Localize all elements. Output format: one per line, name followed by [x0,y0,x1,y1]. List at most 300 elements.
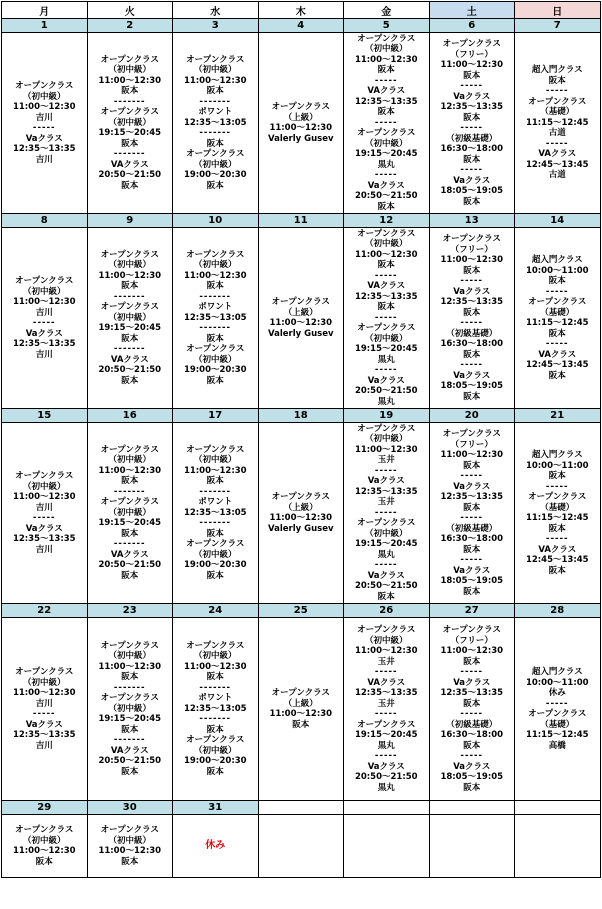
separator: ------- [113,344,146,355]
day-schedule-cell [2,618,88,801]
separator: ------- [199,682,232,693]
schedule-line: 20:50～21:50 [98,170,162,181]
date-number: 8 [2,214,88,228]
schedule-line: （初中級） [108,703,151,714]
schedule-line: 阪本 [463,740,481,751]
day-schedule-cell [87,228,173,409]
schedule-line: 11:00～12:30 [440,255,504,265]
schedule-line: 11:00～12:30 [269,123,333,133]
separator: ----- [374,667,398,677]
day-schedule-cell [173,423,259,604]
day-schedule-cell [515,423,601,604]
day-schedule-cell [344,228,430,409]
separator: ----- [545,286,569,297]
schedule-line: Vaクラス [25,133,63,144]
schedule-line: オープンクラス [186,444,245,455]
schedule-line: Vaクラス [367,761,405,772]
schedule-line: オープンクラス [186,54,245,65]
schedule-line: Vaクラス [453,761,491,772]
schedule-line: Vaクラス [25,719,63,730]
schedule-line: 吉川 [35,544,53,555]
schedule-line: 12:45～13:45 [525,360,589,370]
day-schedule-cell [258,33,344,214]
schedule-line: （初中級） [108,455,151,466]
schedule-line: オープンクラス [357,625,416,635]
schedule-line: 阪本 [121,476,139,487]
schedule-line: 阪本 [206,528,224,539]
schedule-line: オープンクラス [100,693,159,704]
schedule-line: 阪本 [121,856,139,867]
schedule-line: 阪本 [206,476,224,487]
schedule-line: オープンクラス [100,302,159,313]
schedule-line: 11:00～12:30 [98,846,162,856]
separator: ------- [113,539,146,550]
schedule-line: 12:35～13:35 [12,730,76,740]
schedule-line: 11:00～12:30 [354,444,418,455]
day-schedule-cell [344,815,430,878]
date-number-row [2,604,601,618]
date-number: 17 [173,409,259,423]
separator: ------- [113,735,146,746]
schedule-line: Vaクラス [367,570,405,581]
separator: ----- [545,534,569,544]
weekday-mon: 月 [2,2,88,19]
schedule-line: （初中級） [22,481,66,492]
separator: ----- [32,318,56,328]
date-number: 18 [258,409,344,423]
schedule-line: 阪本 [121,180,139,191]
date-number [429,801,515,815]
schedule-line: 阪本 [463,544,481,555]
separator: ----- [460,555,484,565]
schedule-line: 11:00～12:30 [440,450,504,460]
schedule-line: （初中級） [364,239,408,250]
schedule-line: （初中級） [108,260,151,271]
schedule-line: （フリー） [450,244,493,255]
schedule-line: （基礎） [540,107,575,118]
day-schedule-cell [258,618,344,801]
schedule-line: 11:00～12:30 [12,846,76,856]
schedule-line: （上級） [283,307,318,318]
schedule-line: 休み [548,688,566,698]
schedule-line: 阪本 [548,523,566,534]
weekday-fri: 金 [344,2,430,19]
schedule-line: 阪本 [206,724,224,735]
schedule-line: 12:35～13:05 [183,703,247,714]
schedule-line: オープンクラス [528,492,587,502]
schedule-line: オープンクラス [271,297,330,307]
schedule-line: 阪本 [463,196,481,207]
schedule-line: VAクラス [538,544,577,555]
day-schedule-cell [173,228,259,409]
schedule-line: 吉川 [35,740,53,751]
schedule-line: 阪本 [463,586,481,597]
separator: ----- [545,698,569,709]
schedule-line: 11:00～12:30 [269,318,333,328]
schedule-line: 19:15～20:45 [354,149,418,160]
separator: ----- [374,507,398,518]
schedule-line: Vaクラス [25,523,63,534]
schedule-line: ポワント [198,107,233,118]
separator: ----- [460,751,484,761]
separator: ----- [545,481,569,492]
schedule-line: 12:45～13:45 [525,159,589,170]
schedule-line: 黒丸 [377,354,395,365]
schedule-line: （初中級） [108,507,151,518]
schedule-line: （初中級） [193,651,237,662]
day-schedule-cell [344,423,430,604]
day-schedule-cell [2,423,88,604]
schedule-line: 阪本 [206,766,224,777]
schedule-line: オープンクラス [357,423,416,434]
schedule-line: 阪本 [463,307,481,318]
schedule-line: オープンクラス [186,344,245,355]
date-number [258,801,344,815]
day-schedule-cell [515,815,601,878]
schedule-line: 阪本 [463,698,481,709]
schedule-calendar [1,1,601,878]
schedule-line: 阪本 [463,460,481,471]
schedule-line: オープンクラス [528,709,587,719]
schedule-line: ポワント [198,302,233,313]
schedule-line: 12:35～13:05 [183,117,247,128]
schedule-line: 阪本 [121,528,139,539]
schedule-line: （初中級） [108,65,151,76]
schedule-line: 11:00～12:30 [183,270,247,281]
schedule-line: 10:00～11:00 [525,460,589,471]
schedule-line: 19:00～20:30 [183,365,247,376]
separator: ----- [374,560,398,571]
separator: ----- [460,513,484,523]
schedule-line: 11:00～12:30 [183,465,247,476]
schedule-line: 超入門クラス [531,667,583,677]
schedule-line: （フリー） [450,635,493,646]
weekday-tue: 火 [87,2,173,19]
day-schedule-cell [344,618,430,801]
date-number: 5 [344,19,430,33]
schedule-line: 20:50～21:50 [98,365,162,376]
schedule-line: 11:15～12:45 [525,730,589,740]
date-number: 14 [515,214,601,228]
schedule-line: 12:35～13:35 [354,688,418,698]
schedule-line: （初中級） [22,835,66,846]
schedule-line: （上級） [283,502,318,513]
schedule-line: 12:35～13:35 [440,297,504,307]
schedule-line: オープンクラス [15,667,74,677]
separator: ----- [374,751,398,761]
schedule-line: 11:00～12:30 [269,709,333,719]
schedule-line: オープンクラス [186,249,245,260]
schedule-line: （初中級） [364,44,408,55]
schedule-line: オープンクラス [186,149,245,160]
schedule-line: 12:35～13:35 [354,486,418,497]
separator: ----- [374,365,398,376]
schedule-line: ポワント [198,693,233,704]
schedule-line: 阪本 [548,471,566,481]
schedule-line: 吉川 [35,154,53,165]
schedule-line: 古道 [548,128,566,139]
schedule-line: 11:15～12:45 [525,513,589,523]
schedule-line: 吉川 [35,698,53,709]
separator: ------- [113,96,146,107]
date-number: 3 [173,19,259,33]
schedule-line: 11:00～12:30 [12,102,76,112]
schedule-line: 阪本 [377,591,395,602]
schedule-line: 11:00～12:30 [440,646,504,656]
schedule-line: Vaクラス [453,677,491,688]
schedule-line: 阪本 [206,86,224,97]
date-number: 30 [87,801,173,815]
schedule-line: 12:35～13:35 [12,339,76,349]
schedule-line: 阪本 [121,86,139,97]
date-number: 22 [2,604,88,618]
schedule-line: （初中級） [193,65,237,76]
schedule-line: 阪本 [463,70,481,81]
schedule-line: 11:00～12:30 [183,661,247,672]
schedule-line: （初中級） [364,528,408,539]
day-schedule-cell [2,815,88,878]
schedule-line: オープンクラス [186,735,245,746]
separator: ----- [460,81,484,91]
schedule-line: オープンクラス [186,539,245,550]
separator: ----- [460,318,484,328]
schedule-line: 阪本 [377,302,395,313]
schedule-line: オープンクラス [100,107,159,118]
schedule-line: 古道 [548,170,566,181]
schedule-line: 吉川 [35,307,53,318]
date-number: 10 [173,214,259,228]
date-number: 6 [429,19,515,33]
schedule-line: オープンクラス [100,825,159,835]
date-number: 25 [258,604,344,618]
schedule-line: 11:00～12:30 [98,465,162,476]
schedule-line: 阪本 [548,565,566,576]
schedule-line: VAクラス [110,354,149,365]
schedule-line: 阪本 [206,180,224,191]
schedule-line: 19:15～20:45 [98,323,162,334]
schedule-line: 11:00～12:30 [354,249,418,260]
day-schedule-cell [87,423,173,604]
schedule-line: （初中級） [193,549,237,560]
schedule-line: （初級基礎） [446,133,498,144]
separator: ----- [32,123,56,133]
schedule-line: VAクラス [538,149,577,160]
schedule-line: ポワント [198,497,233,508]
separator: ----- [374,312,398,323]
date-number [344,801,430,815]
separator: ------- [199,128,232,139]
separator: ------- [199,486,232,497]
schedule-line: 12:35～13:35 [440,102,504,112]
schedule-line: 阪本 [292,719,310,730]
schedule-line: （初級基礎） [446,719,498,730]
schedule-line: 12:45～13:45 [525,555,589,565]
schedule-line: 11:00～12:30 [354,54,418,65]
schedule-line: 12:35～13:35 [440,492,504,502]
schedule-line: 阪本 [121,724,139,735]
schedule-line: オープンクラス [100,54,159,65]
day-schedule-cell [87,33,173,214]
date-number: 15 [2,409,88,423]
date-number [515,801,601,815]
schedule-line: 阪本 [121,672,139,683]
schedule-line: Vaクラス [453,286,491,297]
schedule-line: （基礎） [540,719,575,730]
schedule-line: 阪本 [463,154,481,165]
schedule-line: VAクラス [538,349,577,360]
weekday-header-row [2,2,601,19]
schedule-line: （初中級） [193,455,237,466]
schedule-line: （初級基礎） [446,523,498,534]
separator: ----- [460,471,484,481]
schedule-line: 11:15～12:45 [525,117,589,128]
schedule-line: Vaクラス [367,375,405,386]
schedule-line: 16:30～18:00 [440,144,504,154]
schedule-line: （初中級） [22,91,66,102]
day-schedule-cell [429,815,515,878]
date-number: 23 [87,604,173,618]
separator: ----- [374,465,398,476]
day-schedule-cell [515,228,601,409]
schedule-line: 11:15～12:45 [525,318,589,328]
date-number-row [2,214,601,228]
schedule-line: 阪本 [463,349,481,360]
schedule-line: Vaクラス [453,175,491,186]
schedule-line: 阪本 [121,281,139,292]
separator: ----- [460,123,484,133]
schedule-line: 11:00～12:30 [12,492,76,502]
schedule-line: 阪本 [463,391,481,402]
schedule-line: オープンクラス [357,719,416,730]
date-number: 24 [173,604,259,618]
schedule-line: オープンクラス [442,625,501,635]
day-schedule-cell [87,815,173,878]
schedule-row [2,423,601,604]
schedule-line: オープンクラス [528,96,587,107]
date-number: 26 [344,604,430,618]
schedule-line: （初中級） [364,333,408,344]
schedule-line: 玉井 [377,656,395,667]
schedule-line: 11:00～12:30 [354,646,418,656]
schedule-line: オープンクラス [442,234,501,244]
schedule-line: Valerly Gusev [267,328,334,339]
schedule-line: （初中級） [193,354,237,365]
schedule-line: VAクラス [110,159,149,170]
separator: ------- [199,518,232,529]
separator: ----- [545,138,569,149]
weekday-thu: 木 [258,2,344,19]
schedule-line: 阪本 [377,260,395,271]
schedule-line: 11:00～12:30 [12,688,76,698]
schedule-line: 超入門クラス [531,255,583,265]
schedule-line: 玉井 [377,698,395,709]
schedule-line: Vaクラス [453,370,491,381]
schedule-line: （初級基礎） [446,328,498,339]
schedule-line: 11:00～12:30 [98,75,162,86]
schedule-line: 16:30～18:00 [440,339,504,349]
separator: ----- [374,709,398,719]
schedule-line: 阪本 [121,138,139,149]
schedule-row [2,33,601,214]
schedule-line: 19:00～20:30 [183,170,247,181]
weekday-sat: 土 [429,2,515,19]
schedule-line: VAクラス [367,86,406,97]
schedule-line: （初中級） [193,159,237,170]
schedule-line: 阪本 [463,112,481,123]
schedule-line: Vaクラス [453,91,491,102]
schedule-line: 阪本 [377,65,395,76]
schedule-line: 18:05～19:05 [440,772,504,782]
schedule-line: （上級） [283,112,318,123]
schedule-line: （初中級） [364,434,408,445]
schedule-line: Valerly Gusev [267,523,334,534]
schedule-line: 黒丸 [377,782,395,793]
schedule-line: 18:05～19:05 [440,381,504,391]
date-number: 4 [258,19,344,33]
schedule-line: 16:30～18:00 [440,534,504,544]
schedule-row [2,815,601,878]
schedule-line: オープンクラス [442,429,501,439]
schedule-line: （初中級） [364,138,408,149]
separator: ----- [32,513,56,523]
schedule-line: VAクラス [367,281,406,292]
schedule-line: 16:30～18:00 [440,730,504,740]
schedule-line: オープンクラス [357,228,416,239]
separator: ----- [374,117,398,128]
schedule-line: オープンクラス [100,640,159,651]
schedule-line: （初中級） [193,745,237,756]
schedule-line: （初中級） [22,286,66,297]
schedule-line: 超入門クラス [531,65,583,76]
schedule-line: 阪本 [463,782,481,793]
schedule-line: Vaクラス [453,481,491,492]
schedule-line: オープンクラス [15,276,74,286]
date-number: 29 [2,801,88,815]
schedule-line: （初中級） [364,635,408,646]
day-schedule-cell [173,815,259,878]
date-number: 28 [515,604,601,618]
schedule-line: （初中級） [108,312,151,323]
schedule-line: （フリー） [450,439,493,450]
separator: ----- [374,170,398,181]
schedule-line: 12:35～13:35 [354,96,418,107]
schedule-line: 阪本 [548,370,566,381]
schedule-line: VAクラス [110,549,149,560]
day-schedule-cell [429,228,515,409]
schedule-line: 黒丸 [377,549,395,560]
schedule-line: オープンクラス [271,492,330,502]
schedule-line: 19:15～20:45 [98,714,162,725]
schedule-line: 19:15～20:45 [98,518,162,529]
schedule-line: 吉川 [35,349,53,360]
schedule-line: Valerly Gusev [267,133,334,144]
separator: ----- [460,276,484,286]
day-schedule-cell [429,423,515,604]
schedule-line: オープンクラス [357,128,416,139]
date-number: 21 [515,409,601,423]
schedule-line: 18:05～19:05 [440,186,504,196]
day-schedule-cell [258,423,344,604]
separator: ----- [460,165,484,175]
schedule-line: オープンクラス [357,323,416,334]
separator: ----- [545,86,569,97]
date-number: 11 [258,214,344,228]
schedule-line: 20:50～21:50 [354,386,418,397]
schedule-line: オープンクラス [271,688,330,698]
separator: ------- [199,96,232,107]
schedule-row [2,618,601,801]
separator: ------- [113,486,146,497]
